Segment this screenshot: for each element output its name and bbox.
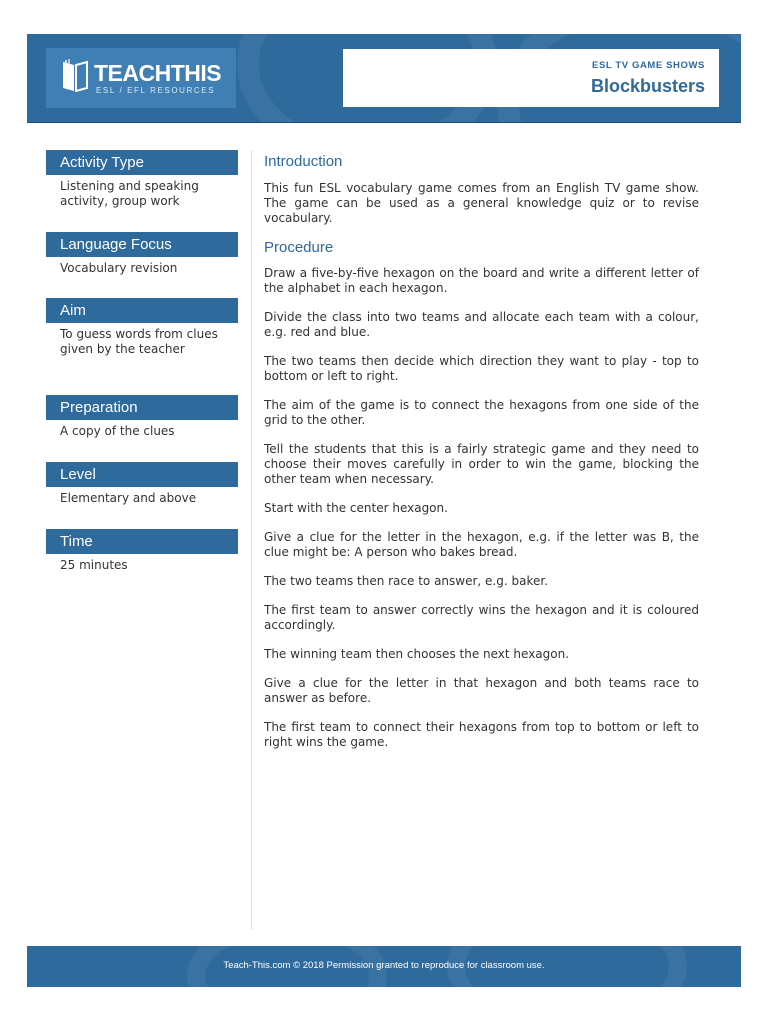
procedure-step: Give a clue for the letter in the hexagon, e.g. if the letter was B, the clue might be: A person who bakes bread. [264,530,699,559]
header-banner [27,34,741,123]
section-time [46,529,238,584]
section-body: A copy of the clues [60,424,175,438]
section-heading: Language Focus [46,232,238,257]
procedure-step: Start with the center hexagon. [264,501,448,515]
section-body: Vocabulary revision [60,261,178,275]
section-heading: Time [46,529,238,554]
procedure-step: Divide the class into two teams and allocate each team with a colour, e.g. red and blue. [264,310,699,339]
title-box [343,49,719,107]
sidebar [46,150,238,584]
section-heading: Level [46,462,238,487]
section-aim [46,298,238,395]
section-body: 25 minutes [60,558,128,572]
logo-title: TEACHTHIS [94,60,222,86]
main-content [264,150,699,764]
procedure-heading: Procedure [264,239,334,256]
section-body: Listening and speaking activity, group work [60,179,199,208]
section-activity-type [46,150,238,232]
section-heading: Activity Type [46,150,238,175]
copyright-text: Teach-This.com © 2018 Permission granted to reproduce for classroom use. [223,960,545,971]
procedure-step: The first team to answer correctly wins the hexagon and it is coloured accordingly. [264,603,699,632]
procedure-step: Give a clue for the letter in that hexagon and both teams race to answer as before. [264,676,699,705]
introduction-text: This fun ESL vocabulary game comes from an English TV game show. The game can be used as a general knowledge quiz or to revise vocabulary. [264,181,699,225]
procedure-step: Tell the students that this is a fairly strategic game and they need to choose their moves carefully in order to win the game, blocking the other team when necessary. [264,442,699,486]
procedure-step: The first team to connect their hexagons from top to bottom or left to right wins the game. [264,720,699,749]
column-divider [251,150,252,930]
category-label: ESL TV GAME SHOWS [592,60,705,71]
procedure-step: The two teams then race to answer, e.g. baker. [264,574,548,588]
procedure-step: Draw a five-by-five hexagon on the board and write a different letter of the alphabet in each hexagon. [264,266,699,295]
teachthis-logo[interactable] [46,48,236,108]
procedure-step: The winning team then chooses the next hexagon. [264,647,570,661]
section-body: Elementary and above [60,491,197,505]
section-language-focus [46,232,238,298]
page-title: Blockbusters [590,76,705,96]
section-heading: Preparation [46,395,238,420]
procedure-step: The aim of the game is to connect the hexagons from one side of the grid to the other. [264,398,699,427]
section-level [46,462,238,529]
book-icon [60,58,90,92]
logo-subtitle: ESL / EFL RESOURCES [96,86,216,95]
section-body: To guess words from clues given by the teacher [60,327,218,356]
introduction-heading: Introduction [264,153,343,170]
procedure-step: The two teams then decide which direction they want to play - top to bottom or left to right. [264,354,699,383]
section-heading: Aim [46,298,238,323]
section-preparation [46,395,238,462]
footer-banner [27,946,741,987]
procedure-steps [264,266,699,750]
